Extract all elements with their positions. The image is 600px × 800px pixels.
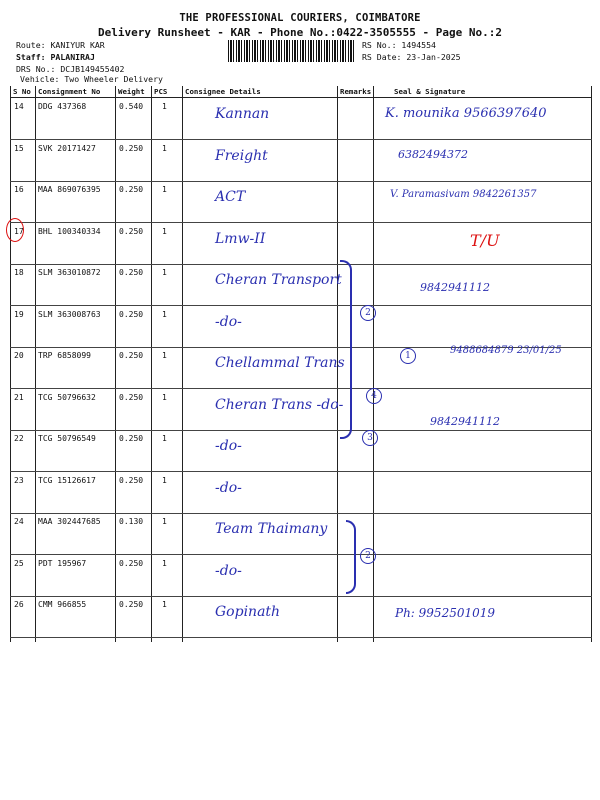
row-pcs: 1	[162, 185, 167, 194]
row-weight: 0.250	[119, 309, 144, 319]
row-pcs: 1	[162, 434, 167, 443]
row-consignee-handwritten: -do-	[215, 479, 242, 496]
col-consignee: Consignee Details	[185, 87, 261, 96]
row-consignment: TCG 50796632	[38, 392, 96, 402]
row-consignment: TCG 15126617	[38, 475, 96, 485]
row-consignment: SLM 363008763	[38, 309, 101, 319]
row-weight: 0.130	[119, 517, 144, 526]
row-consignment: MAA 869076395	[38, 185, 101, 194]
row-weight: 0.250	[119, 143, 144, 153]
grouping-brace	[346, 520, 356, 594]
row-weight: 0.250	[119, 434, 144, 443]
row-consignee-handwritten: Freight	[215, 147, 268, 164]
grouping-brace	[340, 260, 352, 439]
row-consignee-handwritten: Gopinath	[215, 604, 281, 620]
count-mark: 2	[360, 548, 376, 564]
row-consignment: BHL 100340334	[38, 226, 101, 236]
row-pcs: 1	[162, 392, 167, 402]
row-weight: 0.250	[119, 475, 144, 485]
col-pcs: PCS	[154, 87, 168, 96]
table-row	[10, 140, 592, 182]
row-consignment: PDT 195967	[38, 558, 87, 568]
row-consignment: SVK 20171427	[38, 143, 96, 153]
row-sno: 17	[14, 226, 24, 236]
row-consignee-handwritten: -do-	[215, 313, 242, 330]
row-consignee-handwritten: Cheran Trans -do-	[215, 396, 344, 413]
row-sno: 18	[14, 268, 24, 277]
row-weight: 0.250	[119, 226, 144, 236]
row-weight: 0.250	[119, 268, 144, 277]
row-sno: 23	[14, 475, 24, 485]
count-mark: 1	[400, 348, 416, 364]
col-consignment: Consignment No	[38, 87, 101, 96]
row-signature-handwritten: T/U	[470, 230, 500, 250]
barcode	[228, 40, 356, 62]
row-pcs: 1	[162, 226, 167, 236]
row-consignment: SLM 363010872	[38, 268, 101, 277]
row-pcs: 1	[162, 558, 167, 568]
table-header	[10, 86, 592, 98]
row-sno: 21	[14, 392, 24, 402]
staff: Staff: PALANIRAJ	[16, 52, 95, 62]
count-mark: 2	[360, 305, 376, 321]
row-sno: 25	[14, 558, 24, 568]
row-sno: 22	[14, 434, 24, 443]
row-pcs: 1	[162, 475, 167, 485]
table-row	[10, 264, 592, 306]
row-weight: 0.540	[119, 102, 144, 111]
row-sno: 19	[14, 309, 24, 319]
col-remarks: Remarks	[340, 87, 372, 96]
row-pcs: 1	[162, 600, 167, 609]
table-row	[10, 596, 592, 638]
row-sno: 20	[14, 351, 24, 360]
row-consignee-handwritten: -do-	[215, 562, 242, 579]
company-title: THE PROFESSIONAL COURIERS, COIMBATORE	[179, 12, 421, 24]
rs-number: RS No.: 1494554	[362, 40, 436, 50]
count-mark: 3	[362, 430, 378, 446]
row-consignment: DDG 437368	[38, 102, 87, 111]
table-row	[10, 181, 592, 223]
row-consignee-handwritten: Team Thaimany	[215, 521, 328, 537]
row-signature-handwritten: 9842941112	[430, 415, 500, 428]
row-weight: 0.250	[119, 558, 144, 568]
row-sno: 15	[14, 143, 24, 153]
table-row	[10, 223, 592, 265]
row-consignee-handwritten: Kannan	[215, 106, 270, 122]
row-signature-handwritten: Ph: 9952501019	[395, 606, 496, 620]
table-row	[10, 415, 592, 472]
table-row	[10, 347, 592, 389]
drs-number: DRS No.: DCJB149455402	[16, 64, 125, 74]
row-consignee-handwritten: Cheran Transport	[215, 272, 342, 288]
row-sno: 16	[14, 185, 24, 194]
table-row	[10, 513, 592, 555]
row-sno: 14	[14, 102, 24, 111]
row-signature-handwritten: K. mounika 9566397640	[385, 106, 547, 121]
route: Route: KANIYUR KAR	[16, 40, 105, 50]
runsheet-subtitle: Delivery Runsheet - KAR - Phone No.:0422-3505555 - Page No.:2	[98, 26, 502, 39]
row-sno: 24	[14, 517, 24, 526]
col-signature: Seal & Signature	[394, 87, 466, 96]
row-signature-handwritten: 9842941112	[420, 280, 490, 294]
row-consignee-handwritten: -do-	[215, 438, 242, 454]
row-consignment: CMM 966855	[38, 600, 87, 609]
vehicle: Vehicle: Two Wheeler Delivery	[20, 74, 163, 84]
row-consignee-handwritten: Lmw-II	[215, 230, 266, 247]
count-mark: 4	[366, 388, 382, 404]
row-pcs: 1	[162, 268, 167, 277]
table-row	[10, 98, 592, 140]
row-consignment: TRP 6858099	[38, 351, 91, 360]
row-weight: 0.250	[119, 600, 144, 609]
col-sno: S No	[13, 87, 31, 96]
row-weight: 0.250	[119, 392, 144, 402]
row-signature-handwritten: V. Paramasivam 9842261357	[390, 189, 537, 200]
row-pcs: 1	[162, 309, 167, 319]
rs-date: RS Date: 23-Jan-2025	[362, 52, 461, 62]
row-signature-handwritten: 6382494372	[398, 147, 468, 161]
row-consignment: MAA 302447685	[38, 517, 101, 526]
row-weight: 0.250	[119, 351, 144, 360]
row-weight: 0.250	[119, 185, 144, 194]
row-17-circle-mark	[6, 218, 24, 242]
table-row	[10, 472, 592, 514]
table-row	[10, 555, 592, 597]
row-pcs: 1	[162, 517, 167, 526]
row-pcs: 1	[162, 102, 167, 111]
col-weight: Weight	[118, 87, 145, 96]
row-signature-handwritten: 9488684879 23/01/25	[450, 345, 562, 356]
row-consignee-handwritten: ACT	[215, 189, 246, 205]
row-consignment: TCG 50796549	[38, 434, 96, 443]
table-row	[10, 389, 592, 431]
row-pcs: 1	[162, 351, 167, 360]
row-pcs: 1	[162, 143, 167, 153]
row-consignee-handwritten: Chellammal Trans	[215, 355, 345, 371]
row-sno: 26	[14, 600, 24, 609]
